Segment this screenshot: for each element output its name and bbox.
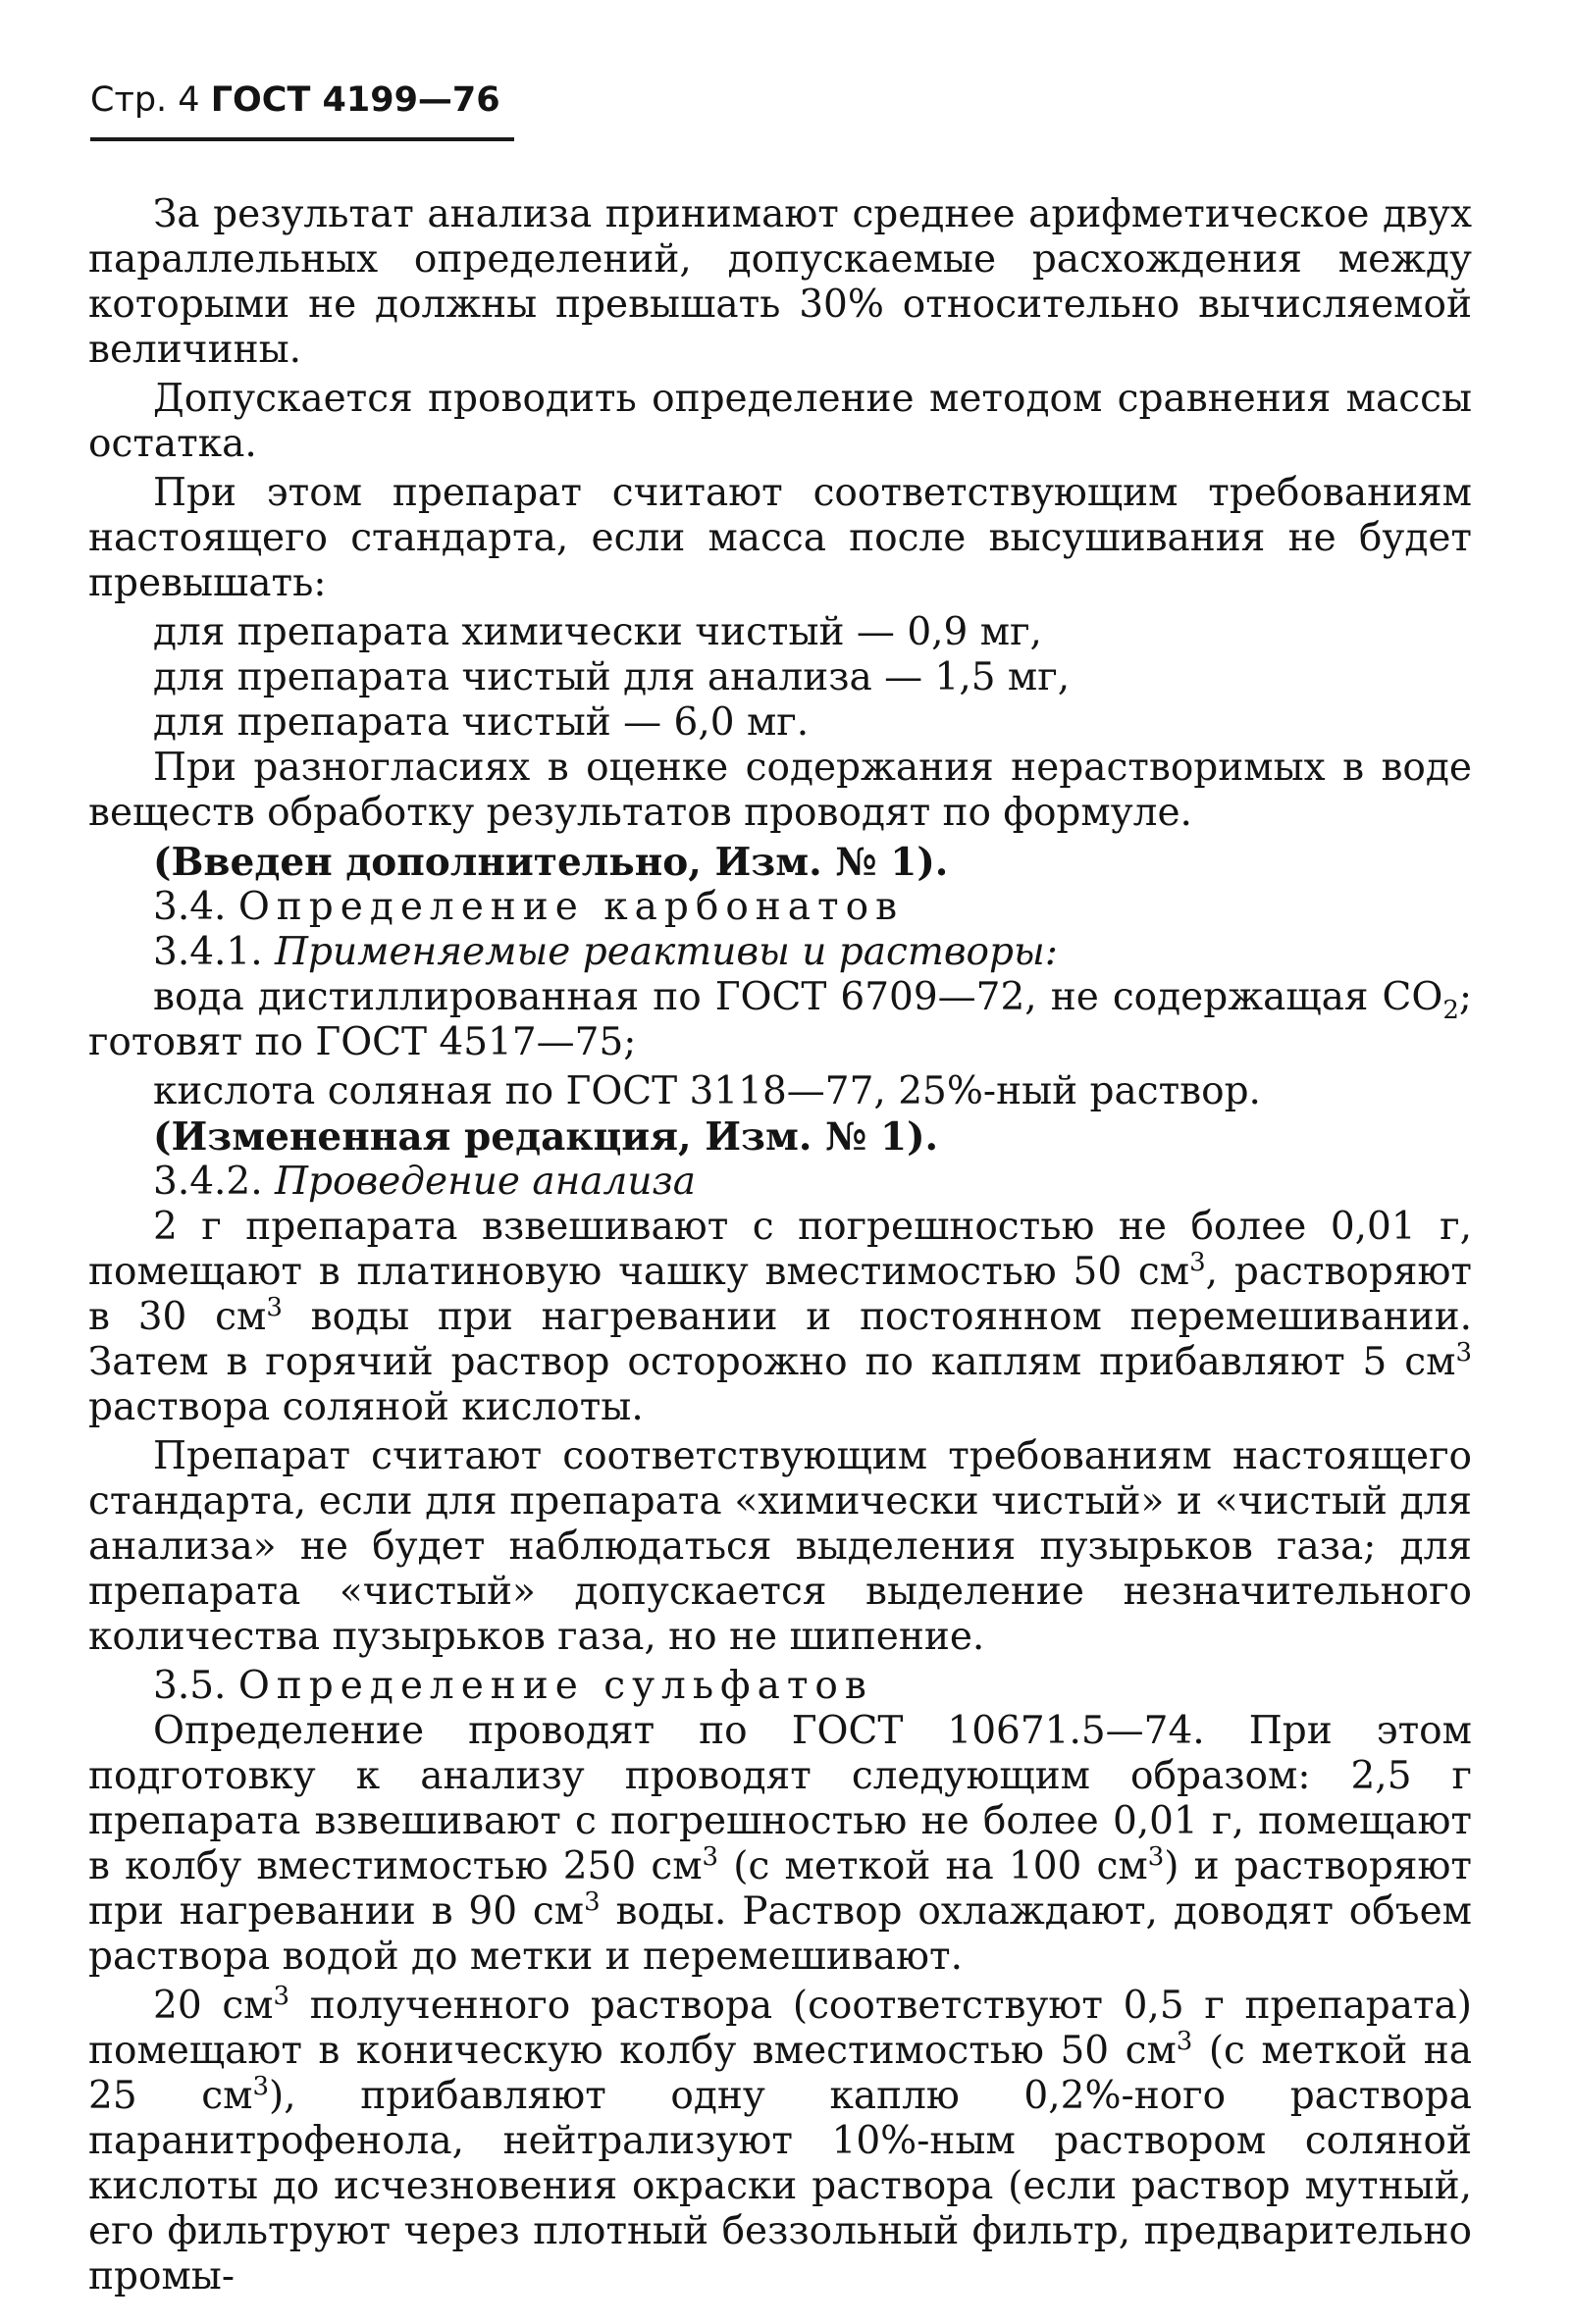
section-number: 3.4.2. bbox=[153, 1160, 263, 1204]
paragraph-disagreement: При разногласиях в оценке содержания нерастворимых в воде веществ обработку результатов проводят по формуле. bbox=[88, 746, 1472, 835]
paragraph-carbonate-criteria: Препарат считают соответствующим требованиям настоящего стандарта, если для препарата «химически чистый» и «чистый для анализа» не будет наблюдаться выделения пузырьков газа; для препарата «чистый» допускается выделение незначительного количества пузырьков газа, но не шипение. bbox=[88, 1434, 1472, 1659]
list-item-pure: для препарата чистый — 6,0 мг. bbox=[153, 700, 810, 745]
amendment-note-2: (Измененная редакция, Изм. № 1). bbox=[153, 1114, 939, 1160]
paragraph-mass-comparison: Допускается проводить определение методом сравнения массы остатка. bbox=[88, 377, 1472, 466]
section-heading-3-5 bbox=[88, 1664, 1472, 1709]
page-header bbox=[90, 80, 500, 120]
section-heading-3-4-1 bbox=[88, 930, 1472, 975]
reagent-acid: кислота соляная по ГОСТ 3118—77, 25%-ный раствор. bbox=[153, 1069, 1261, 1113]
section-number: 3.4.1. bbox=[153, 930, 263, 974]
document-body bbox=[88, 192, 1472, 2303]
paragraph-procedure: 2 г препарата взвешивают с погрешностью не более 0,01 г, помещают в платиновую чашку вместимостью 50 $см^3$, растворяют в 30 $см^3$ воды при нагревании и постоянном перемешивании. Затем в горячий раствор осторожно по каплям прибавляют 5 $см^3$ раствора соляной кислоты. bbox=[88, 1205, 1473, 1429]
standard-number: ГОСТ 4199—76 bbox=[210, 80, 500, 120]
section-number: 3.4. bbox=[153, 885, 227, 929]
section-heading-3-4 bbox=[88, 885, 1472, 930]
paragraph-sulfate-prep: Определение проводят по ГОСТ 10671.5—74. При этом подготовку к анализу проводят следующим образом: 2,5 г препарата взвешивают с погрешностью не более 0,01 г, помещают в колбу вместимостью 250 $см^3$ (с меткой на 100 $см^3$) и растворяют при нагревании в 90 $см^3$ воды. Раствор охлаждают, доводят объем раствора водой до метки и перемешивают. bbox=[88, 1709, 1472, 1979]
header-rule bbox=[90, 137, 514, 141]
reagent-water: вода дистиллированная по ГОСТ 6709—72, не содержащая $CO_2$; готовят по ГОСТ 4517—75; bbox=[88, 975, 1472, 1064]
paragraph-requirements: При этом препарат считают соответствующим требованиям настоящего стандарта, если масса после высушивания не будет превышать: bbox=[88, 471, 1472, 605]
section-title: Применяемые реактивы и растворы: bbox=[275, 930, 1058, 974]
section-number: 3.5. bbox=[153, 1664, 227, 1708]
section-heading-3-4-2 bbox=[88, 1160, 1472, 1205]
section-title: Определение сульфатов bbox=[237, 1664, 873, 1708]
section-title: Проведение анализа bbox=[275, 1160, 697, 1204]
section-title: Определение карбонатов bbox=[237, 885, 905, 929]
paragraph-sulfate-procedure: 20 $см^3$ полученного раствора (соответствуют 0,5 г препарата) помещают в коническую колбу вместимостью 50 $см^3$ (с меткой на 25 $см^3$), прибавляют одну каплю 0,2%-ного раствора паранитрофенола, нейтрализуют 10%-ным раствором соляной кислоты до исчезновения окраски раствора (если раствор мутный, его фильтруют через плотный беззольный фильтр, предварительно промы- bbox=[88, 1982, 1472, 2298]
list-item-analytical-grade: для препарата чистый для анализа — 1,5 мг, bbox=[153, 655, 1071, 699]
amendment-note-1: (Введен дополнительно, Изм. № 1). bbox=[153, 840, 949, 885]
paragraph-result: За результат анализа принимают среднее арифметическое двух параллельных определений, допускаемые расхождения между которыми не должны превышать 30% относительно вычисляемой величины. bbox=[88, 192, 1472, 372]
page-number: Стр. 4 bbox=[90, 80, 200, 120]
list-item-chemically-pure: для препарата химически чистый — 0,9 мг, bbox=[153, 610, 1042, 654]
